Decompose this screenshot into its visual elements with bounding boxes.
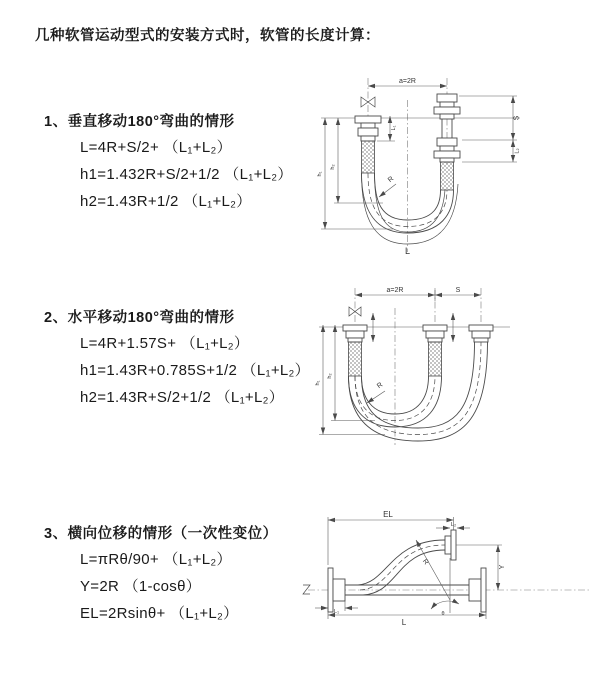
dim-h1-label: h₁ <box>317 171 323 177</box>
section-1-formulas <box>80 134 344 215</box>
braided-hose-left <box>362 141 375 173</box>
radius-label: R <box>386 175 396 185</box>
section-3-heading: 3、横向位移的情形（一次性变位） <box>44 526 278 542</box>
hose-u-bend-moved <box>349 342 488 441</box>
flange-left <box>355 116 381 141</box>
dim-l2-label: L₂ <box>450 522 457 528</box>
dim-h1-label: h₁ <box>315 380 321 386</box>
formula-line: h1=1.43R+0.785S+1/2 （L₁+L₂） <box>80 362 310 379</box>
dim-l-label: L <box>404 246 411 256</box>
diagram-vertical-180 <box>315 72 590 257</box>
braided-hose-right <box>441 162 454 190</box>
section-vertical-movement <box>44 112 344 215</box>
dim-s-label: S <box>513 115 521 121</box>
axis-break-icon <box>303 585 310 594</box>
formula-line: L=πRθ/90+ （L₁+L₂） <box>80 551 232 568</box>
dim-el-label: EL <box>383 510 393 519</box>
flange-right-lower <box>434 138 460 162</box>
diagram-horizontal-180 <box>315 283 590 455</box>
formula-line: h2=1.43R+S/2+1/2 （L₁+L₂） <box>80 389 285 406</box>
dim-l2-label: L₂ <box>514 148 521 154</box>
section-horizontal-movement <box>44 308 344 411</box>
dim-h2-label: h₂ <box>330 164 336 170</box>
section-1-heading: 1、垂直移动180°弯曲的情形 <box>44 114 235 130</box>
section-lateral-displacement <box>44 524 344 627</box>
flange-middle <box>423 325 447 342</box>
formula-line: h2=1.43R+1/2 （L₁+L₂） <box>80 193 252 210</box>
hose-s-curve <box>358 540 445 595</box>
formula-line: L=4R+1.57S+ （L₁+L₂） <box>80 335 250 352</box>
flange-right-original <box>469 568 486 612</box>
dim-y-label: Y <box>499 564 506 570</box>
formula-line: h1=1.432R+S/2+1/2 （L₁+L₂） <box>80 166 293 183</box>
dim-l-label: L <box>401 618 407 627</box>
formula-line: EL=2Rsinθ+ （L₁+L₂） <box>80 605 239 622</box>
angle-arc <box>431 601 459 609</box>
flange-left <box>328 568 345 612</box>
angle-theta-label: θ <box>441 611 445 617</box>
page-title: 几种软管运动型式的安装方式时，软管的长度计算： <box>35 28 380 44</box>
dim-a2r-label: a=2R <box>386 287 404 294</box>
flange-right-moved <box>469 325 493 342</box>
radius-label: R <box>376 381 385 391</box>
formula-line: Y=2R （1-cosθ） <box>80 578 202 595</box>
radius-leader <box>367 391 385 403</box>
braided-hose-left <box>349 342 362 376</box>
formula-line: L=4R+S/2+ （L₁+L₂） <box>80 139 232 156</box>
braided-hose-middle <box>429 342 442 376</box>
dim-h2-label: h₂ <box>327 373 333 379</box>
flange-right-displaced <box>445 530 456 560</box>
radius-leader <box>379 184 396 197</box>
section-2-heading: 2、水平移动180°弯曲的情形 <box>44 310 235 326</box>
dim-s-label: S <box>455 287 461 294</box>
radius-label: R <box>420 558 430 567</box>
diagram-lateral-displacement <box>300 503 595 648</box>
dim-a2r-label: a=2R <box>399 78 416 85</box>
dim-l1-label: L₁ <box>334 609 339 615</box>
flange-left <box>343 325 367 342</box>
section-2-formulas <box>80 330 344 411</box>
flange-right-upper <box>434 94 460 119</box>
dim-l1-label: L₁ <box>391 125 397 131</box>
